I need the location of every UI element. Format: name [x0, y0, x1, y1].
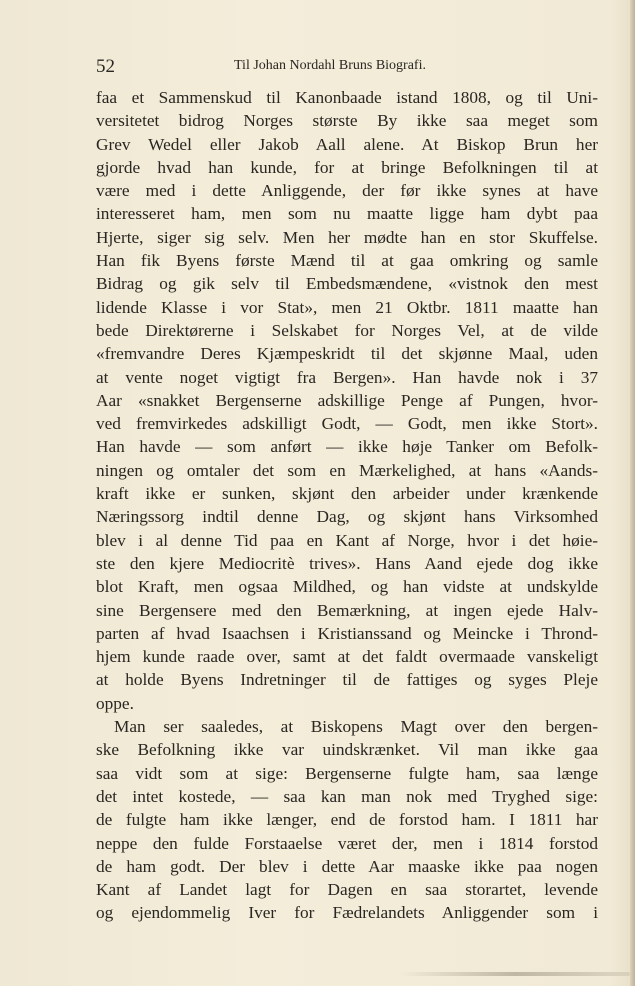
text-line: ningen og omtaler det som en Mærkelighed, at hans «Aands- — [96, 460, 598, 480]
page-edge — [630, 0, 635, 986]
text-line: at vente noget vigtigt fra Bergen». Han havde nok i 37 — [96, 367, 598, 387]
text-line: parten af hvad Isaachsen i Kristianssand og Meincke i Thrond- — [96, 623, 598, 643]
text-line: Aar «snakket Bergenserne adskillige Penge af Pungen, hvor- — [96, 390, 598, 410]
text-line: faa et Sammenskud til Kanonbaade istand 1808, og til Uni- — [96, 88, 598, 107]
text-line: og ejendommelig Iver for Fædrelandets Anliggender som i — [96, 903, 598, 923]
text-line: Grev Wedel eller Jakob Aall alene. At Biskop Brun her — [96, 134, 598, 154]
text-line: bede Direktørerne i Selskabet for Norges Vel, at de vilde — [96, 320, 598, 340]
text-line: saa vidt som at sige: Bergenserne fulgte ham, saa længe — [96, 763, 598, 783]
body-text — [96, 86, 598, 925]
paragraph-end-line: oppe. — [96, 693, 134, 713]
text-line: kraft ikke er sunken, skjønt den arbeider under krænkende — [96, 484, 598, 504]
text-line: lidende Klasse i vor Stat», men 21 Oktbr. 1811 maatte han — [96, 297, 598, 317]
text-line: blev i al denne Tid paa en Kant af Norge, hvor i det høie- — [96, 530, 598, 550]
text-line: Bidrag og gik selv til Embedsmændene, «vistnok den mest — [96, 274, 598, 294]
text-line: Han fik Byens første Mænd til at gaa omkring og samle — [96, 251, 598, 271]
running-head: Til Johan Nordahl Bruns Biografi. — [234, 58, 426, 73]
text-line: de ham godt. Der blev i dette Aar maaske ikke paa nogen — [96, 856, 598, 876]
text-line: «fremvandre Deres Kjæmpeskridt til det skjønne Maal, uden — [96, 344, 598, 364]
text-line: at holde Byens Indretninger til de fattiges og syges Pleje — [96, 670, 598, 690]
text-line: versitetet bidrog Norges største By ikke saa meget som — [96, 111, 598, 131]
text-line: det intet kostede, — saa kan man nok med Tryghed sige: — [96, 786, 598, 806]
page-smudge — [400, 972, 630, 976]
text-line: de fulgte ham ikke længer, end de forstod ham. I 1811 har — [96, 810, 598, 830]
text-line: gjorde hvad han kunde, for at bringe Befolkningen til at — [96, 157, 598, 177]
text-line: Kant af Landet lagt for Dagen en saa storartet, levende — [96, 880, 598, 900]
text-line: ved fremvirkedes adskilligt Godt, — Godt, men ikke Stort». — [96, 414, 598, 434]
text-line: blot Kraft, men ogsaa Mildhed, og han vidste at undskylde — [96, 577, 598, 597]
page-number: 52 — [96, 56, 115, 77]
text-line: Hjerte, siger sig selv. Men her mødte han en stor Skuffelse. — [96, 227, 598, 247]
text-line: Han havde — som anført — ikke høje Tanker om Befolk- — [96, 437, 598, 457]
text-line: hjem kunde raade over, samt at det faldt overmaade vanskeligt — [96, 647, 598, 667]
text-line: ste den kjere Mediocritè trives». Hans Aand ejede dog ikke — [96, 553, 598, 573]
text-line: være med i dette Anliggende, der før ikke synes at have — [96, 181, 598, 201]
text-line: neppe den fulde Forstaaelse været der, men i 1814 forstod — [96, 833, 598, 853]
text-line: sine Bergensere med den Bemærkning, at ingen ejede Halv- — [96, 600, 598, 620]
text-line: Næringssorg indtil denne Dag, og skjønt hans Virksomhed — [96, 507, 598, 527]
text-line: interesseret ham, men som nu maatte ligge ham dybt paa — [96, 204, 598, 224]
paragraph-start-line: Man ser saaledes, at Biskopens Magt over den bergen- — [114, 717, 598, 737]
text-line: ske Befolkning ikke var uindskrænket. Vil man ikke gaa — [96, 740, 598, 760]
